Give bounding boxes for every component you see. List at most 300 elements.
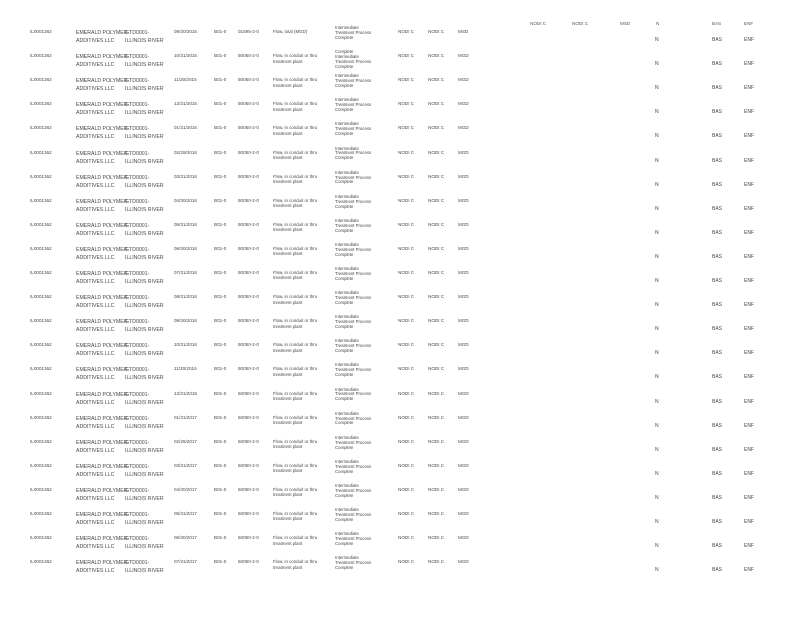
outfall-location-cell: GTD0001-ILLINOIS RIVER bbox=[125, 150, 164, 165]
value-1-cell: NODI C bbox=[398, 101, 415, 107]
outfall-location-cell: GTD0001-ILLINOIS RIVER bbox=[125, 367, 164, 382]
unit-cell: MGD bbox=[458, 270, 469, 275]
basis-cell: BAS bbox=[712, 543, 723, 550]
flag-n-cell: N bbox=[655, 494, 659, 501]
table-row bbox=[0, 555, 800, 583]
monitoring-date-cell: 05/31/2017 bbox=[174, 511, 197, 516]
value-2-cell: NODI C bbox=[428, 535, 445, 541]
permit-id-cell: IL0001362 bbox=[30, 221, 52, 227]
limit-code-cell: B01-0 bbox=[214, 414, 227, 420]
parameter-description-cell: Flow, in conduit or thru treatment plant bbox=[273, 535, 318, 546]
outfall-location-cell: GTD0001-ILLINOIS RIVER bbox=[125, 439, 164, 454]
header-col-c: MSD bbox=[620, 21, 631, 26]
treatment-category-cell: Intermediate Treatment Process Complete bbox=[335, 458, 372, 474]
unit-cell: MGD bbox=[458, 318, 469, 324]
monitoring-date-cell: 04/30/2017 bbox=[174, 486, 197, 492]
value-2-cell: NODI C bbox=[428, 366, 445, 372]
basis-cell: BAS bbox=[712, 350, 723, 357]
outfall-location-cell: GTD0001-ILLINOIS RIVER bbox=[125, 246, 164, 261]
unit-cell: MGD bbox=[458, 101, 469, 107]
value-1-cell: NODI C bbox=[398, 53, 415, 59]
basis-cell: BAS bbox=[712, 157, 723, 164]
outfall-location-cell: GTD0001-ILLINOIS RIVER bbox=[125, 102, 164, 117]
monitoring-date-cell: 06/30/2016 bbox=[174, 245, 197, 251]
value-2-cell: NODI C bbox=[428, 342, 445, 348]
unit-cell: MGD bbox=[458, 342, 469, 348]
facility-name-cell: EMERALD POLYMER ADDITIVES LLC bbox=[76, 560, 128, 575]
limit-code-cell: B01-0 bbox=[214, 342, 227, 348]
permit-id-cell: IL0001362 bbox=[30, 486, 52, 492]
unit-cell: MGD bbox=[458, 414, 469, 420]
parameter-code-cell: 50050-2-0 bbox=[238, 77, 259, 83]
value-1-cell: NODI C bbox=[398, 438, 415, 444]
treatment-category-cell: Intermediate Treatment Process Complete bbox=[335, 434, 372, 450]
flag-n-cell: N bbox=[655, 61, 659, 68]
treatment-category-cell: Intermediate Treatment Process Complete bbox=[335, 410, 372, 426]
enforcement-cell: ENF bbox=[744, 37, 754, 43]
value-1-cell: NODI C bbox=[398, 318, 415, 324]
limit-code-cell: B01-0 bbox=[214, 390, 227, 396]
basis-cell: BAS bbox=[712, 85, 723, 92]
value-2-cell: NODI C bbox=[428, 53, 445, 59]
monitoring-date-cell: 05/31/2016 bbox=[174, 221, 197, 227]
monitoring-date-cell: 09/30/2016 bbox=[174, 318, 197, 324]
value-2-cell: NODI C bbox=[428, 559, 445, 565]
unit-cell: MGD bbox=[458, 294, 469, 300]
parameter-description-cell: Flow, in conduit or thru treatment plant bbox=[273, 77, 318, 88]
flag-n-cell: N bbox=[655, 374, 659, 381]
parameter-code-cell: 01595-2-0 bbox=[238, 29, 259, 34]
parameter-description-cell: Flow, in conduit or thru treatment plant bbox=[273, 414, 318, 425]
parameter-description-cell: Flow, in conduit or thru treatment plant bbox=[273, 270, 318, 281]
limit-code-cell: B01-0 bbox=[214, 535, 227, 541]
treatment-category-cell: Intermediate Treatment Process Complete bbox=[335, 169, 372, 185]
flag-n-cell: N bbox=[655, 350, 659, 357]
flag-n-cell: N bbox=[655, 133, 659, 140]
table-row bbox=[0, 266, 800, 294]
basis-cell: BAS bbox=[712, 494, 723, 501]
value-2-cell: NODI C bbox=[428, 29, 445, 34]
unit-cell: MGD bbox=[458, 197, 469, 203]
enforcement-cell: ENF bbox=[744, 470, 754, 477]
outfall-location-cell: GTD0001-ILLINOIS RIVER bbox=[125, 343, 164, 358]
parameter-description-cell: Flow, in conduit or thru treatment plant bbox=[273, 125, 318, 136]
facility-name-cell: EMERALD POLYMER ADDITIVES LLC bbox=[76, 391, 128, 406]
parameter-description-cell: Flow, in conduit or thru treatment plant bbox=[273, 438, 318, 450]
parameter-description-cell: Flow, in conduit or thru treatment plant bbox=[273, 149, 318, 160]
permit-id-cell: IL0001362 bbox=[30, 77, 52, 83]
treatment-category-cell: Intermediate Treatment Process Complete bbox=[335, 531, 372, 546]
monitoring-date-cell: 01/31/2017 bbox=[174, 414, 197, 420]
parameter-description-cell: Flow, in conduit or thru treatment plant bbox=[273, 245, 318, 257]
outfall-location-cell: GTD0001-ILLINOIS RIVER bbox=[125, 54, 164, 69]
limit-code-cell: B01-0 bbox=[214, 366, 227, 372]
outfall-location-cell: GTD0001-ILLINOIS RIVER bbox=[125, 222, 164, 237]
basis-cell: BAS bbox=[712, 61, 723, 68]
header-col-enf: ENF bbox=[744, 21, 754, 26]
outfall-location-cell: GTD0001-ILLINOIS RIVER bbox=[125, 271, 164, 285]
unit-cell: MGD bbox=[458, 511, 469, 516]
value-2-cell: NODI C bbox=[428, 438, 445, 444]
flag-n-cell: N bbox=[655, 519, 659, 525]
flag-n-cell: N bbox=[655, 205, 659, 212]
parameter-description-cell: Flow, in conduit or thru treatment plant bbox=[273, 366, 318, 377]
value-2-cell: NODI C bbox=[428, 149, 445, 155]
monitoring-date-cell: 01/31/2016 bbox=[174, 125, 197, 131]
treatment-category-cell: Intermediate Treatment Process Complete bbox=[335, 73, 372, 88]
value-1-cell: NODI C bbox=[398, 342, 415, 348]
table-row bbox=[0, 386, 800, 415]
value-1-cell: NODI C bbox=[398, 511, 415, 516]
table-row bbox=[0, 314, 800, 342]
monitoring-date-cell: 11/30/2016 bbox=[174, 366, 197, 372]
value-2-cell: NODI C bbox=[428, 125, 445, 131]
permit-id-cell: IL0001362 bbox=[30, 511, 52, 516]
parameter-description-cell: Flow, in conduit or thru treatment plant bbox=[273, 173, 318, 184]
flag-n-cell: N bbox=[655, 181, 659, 188]
permit-id-cell: IL0001362 bbox=[30, 390, 52, 396]
facility-name-cell: EMERALD POLYMER ADDITIVES LLC bbox=[76, 222, 128, 237]
limit-code-cell: B01-0 bbox=[214, 125, 227, 131]
value-2-cell: NODI C bbox=[428, 511, 445, 516]
permit-id-cell: IL0001362 bbox=[30, 29, 52, 34]
basis-cell: BAS bbox=[712, 109, 723, 116]
header-col-bas: BAS bbox=[712, 21, 722, 26]
value-1-cell: NODI C bbox=[398, 149, 415, 155]
value-1-cell: NODI C bbox=[398, 390, 415, 396]
facility-name-cell: EMERALD POLYMER ADDITIVES LLC bbox=[76, 463, 128, 478]
limit-code-cell: B01-0 bbox=[214, 294, 227, 300]
unit-cell: MGD bbox=[458, 438, 469, 444]
value-2-cell: NODI C bbox=[428, 101, 445, 107]
value-2-cell: NODI C bbox=[428, 318, 445, 324]
unit-cell: MGD bbox=[458, 535, 469, 541]
value-1-cell: NODI C bbox=[398, 221, 415, 227]
basis-cell: BAS bbox=[712, 374, 723, 381]
enforcement-cell: ENF bbox=[744, 229, 754, 236]
basis-cell: BAS bbox=[712, 181, 723, 188]
parameter-code-cell: 50050-2-0 bbox=[238, 366, 259, 372]
basis-cell: BAS bbox=[712, 302, 723, 309]
enforcement-cell: ENF bbox=[744, 446, 754, 453]
limit-code-cell: B01-0 bbox=[214, 462, 227, 468]
treatment-category-cell: Intermediate Treatment Process Complete bbox=[335, 121, 372, 137]
table-row bbox=[0, 410, 800, 439]
limit-code-cell: B01-0 bbox=[214, 438, 227, 444]
permit-id-cell: IL0001362 bbox=[30, 101, 52, 107]
flag-n-cell: N bbox=[655, 422, 659, 429]
permit-id-cell: IL0001362 bbox=[30, 462, 52, 468]
monitoring-date-cell: 12/31/2015 bbox=[174, 101, 197, 107]
parameter-code-cell: 50050-2-0 bbox=[238, 511, 259, 516]
unit-cell: MGD bbox=[458, 221, 469, 227]
enforcement-cell: ENF bbox=[744, 326, 754, 333]
value-1-cell: NODI C bbox=[398, 366, 415, 372]
value-1-cell: NODI C bbox=[398, 29, 415, 34]
parameter-code-cell: 50050-2-0 bbox=[238, 535, 259, 541]
outfall-location-cell: GTD0001-ILLINOIS RIVER bbox=[125, 512, 164, 526]
basis-cell: BAS bbox=[712, 567, 723, 574]
limit-code-cell: B01-0 bbox=[214, 486, 227, 492]
basis-cell: BAS bbox=[712, 398, 723, 405]
table-row bbox=[0, 25, 800, 53]
value-2-cell: NODI C bbox=[428, 245, 445, 251]
parameter-code-cell: 50050-2-0 bbox=[238, 318, 259, 324]
permit-id-cell: IL0001362 bbox=[30, 197, 52, 203]
unit-cell: MGD bbox=[458, 486, 469, 492]
parameter-description-cell: Flow, in conduit or thru treatment plant bbox=[273, 462, 318, 474]
facility-name-cell: EMERALD POLYMER ADDITIVES LLC bbox=[76, 415, 128, 430]
flag-n-cell: N bbox=[655, 37, 659, 43]
unit-cell: MGD bbox=[458, 149, 469, 155]
parameter-code-cell: 50050-2-0 bbox=[238, 149, 259, 155]
parameter-description-cell: Flow, in conduit or thru treatment plant bbox=[273, 101, 318, 112]
facility-name-cell: EMERALD POLYMER ADDITIVES LLC bbox=[76, 512, 128, 526]
parameter-code-cell: 50050-2-0 bbox=[238, 221, 259, 227]
flag-n-cell: N bbox=[655, 157, 659, 164]
treatment-category-cell: Intermediate Treatment Process Complete bbox=[335, 314, 372, 329]
outfall-location-cell: GTD0001-ILLINOIS RIVER bbox=[125, 391, 164, 406]
permit-id-cell: IL0001362 bbox=[30, 173, 52, 179]
monitoring-date-cell: 07/31/2016 bbox=[174, 270, 197, 275]
parameter-description-cell: Flow, in conduit or thru treatment plant bbox=[273, 53, 318, 64]
value-2-cell: NODI C bbox=[428, 414, 445, 420]
basis-cell: BAS bbox=[712, 229, 723, 236]
parameter-description-cell: Flow, in conduit or thru treatment plant bbox=[273, 390, 318, 401]
parameter-description-cell: Flow, in conduit or thru treatment plant bbox=[273, 559, 318, 570]
monitoring-date-cell: 06/30/2017 bbox=[174, 535, 197, 541]
parameter-description-cell: Flow, total (MGD) bbox=[273, 29, 308, 34]
facility-name-cell: EMERALD POLYMER ADDITIVES LLC bbox=[76, 150, 128, 165]
value-1-cell: NODI C bbox=[398, 245, 415, 251]
basis-cell: BAS bbox=[712, 278, 723, 284]
basis-cell: BAS bbox=[712, 422, 723, 429]
table-row bbox=[0, 482, 800, 511]
parameter-code-cell: 50050-2-0 bbox=[238, 486, 259, 492]
unit-cell: MGD bbox=[458, 125, 469, 131]
table-row bbox=[0, 73, 800, 101]
enforcement-cell: ENF bbox=[744, 61, 754, 68]
basis-cell: BAS bbox=[712, 205, 723, 212]
basis-cell: BAS bbox=[712, 519, 723, 525]
value-1-cell: NODI C bbox=[398, 535, 415, 541]
limit-code-cell: B01-0 bbox=[214, 29, 227, 34]
parameter-description-cell: Flow, in conduit or thru treatment plant bbox=[273, 342, 318, 353]
enforcement-cell: ENF bbox=[744, 543, 754, 550]
limit-code-cell: B01-0 bbox=[214, 245, 227, 251]
limit-code-cell: B01-0 bbox=[214, 197, 227, 203]
outfall-location-cell: GTD0001-ILLINOIS RIVER bbox=[125, 78, 164, 93]
facility-name-cell: EMERALD POLYMER ADDITIVES LLC bbox=[76, 367, 128, 382]
flag-n-cell: N bbox=[655, 326, 659, 333]
flag-n-cell: N bbox=[655, 229, 659, 236]
outfall-location-cell: GTD0001-ILLINOIS RIVER bbox=[125, 126, 164, 141]
limit-code-cell: B01-0 bbox=[214, 173, 227, 179]
value-1-cell: NODI C bbox=[398, 270, 415, 275]
table-row bbox=[0, 338, 800, 366]
parameter-code-cell: 50050-2-0 bbox=[238, 294, 259, 300]
treatment-category-cell: Intermediate Treatment Process Complete bbox=[335, 507, 372, 522]
unit-cell: MGD bbox=[458, 559, 469, 565]
flag-n-cell: N bbox=[655, 109, 659, 116]
basis-cell: BAS bbox=[712, 133, 723, 140]
monitoring-date-cell: 02/29/2016 bbox=[174, 149, 197, 155]
unit-cell: MGD bbox=[458, 245, 469, 251]
enforcement-cell: ENF bbox=[744, 302, 754, 309]
table-row bbox=[0, 507, 800, 535]
permit-id-cell: IL0001362 bbox=[30, 270, 52, 275]
value-2-cell: NODI C bbox=[428, 77, 445, 83]
permit-id-cell: IL0001362 bbox=[30, 438, 52, 444]
limit-code-cell: B01-0 bbox=[214, 318, 227, 324]
parameter-description-cell: Flow, in conduit or thru treatment plant bbox=[273, 318, 318, 329]
enforcement-cell: ENF bbox=[744, 205, 754, 212]
permit-id-cell: IL0001362 bbox=[30, 294, 52, 300]
treatment-category-cell: Intermediate Treatment Process Complete bbox=[335, 145, 372, 161]
limit-code-cell: B01-0 bbox=[214, 221, 227, 227]
outfall-location-cell: GTD0001-ILLINOIS RIVER bbox=[125, 487, 164, 502]
value-2-cell: NODI C bbox=[428, 294, 445, 300]
monitoring-date-cell: 12/31/2016 bbox=[174, 390, 197, 396]
enforcement-cell: ENF bbox=[744, 567, 754, 574]
table-row bbox=[0, 97, 800, 125]
limit-code-cell: B01-0 bbox=[214, 101, 227, 107]
facility-name-cell: EMERALD POLYMER ADDITIVES LLC bbox=[76, 439, 128, 454]
value-1-cell: NODI C bbox=[398, 294, 415, 300]
unit-cell: MGD bbox=[458, 53, 469, 59]
parameter-code-cell: 50050-2-0 bbox=[238, 125, 259, 131]
treatment-category-cell: Intermediate Treatment Process Complete bbox=[335, 555, 372, 570]
monitoring-date-cell: 02/28/2017 bbox=[174, 438, 197, 444]
treatment-category-cell: Intermediate Treatment Process Complete bbox=[335, 266, 372, 281]
permit-id-cell: IL0001362 bbox=[30, 535, 52, 541]
parameter-description-cell: Flow, in conduit or thru treatment plant bbox=[273, 294, 318, 305]
unit-cell: MGD bbox=[458, 390, 469, 396]
treatment-category-cell: Intermediate Treatment Process Complete bbox=[335, 338, 372, 354]
permit-id-cell: IL0001362 bbox=[30, 366, 52, 372]
treatment-category-cell: Complete Intermediate Treatment Process Complete bbox=[335, 49, 372, 69]
monitoring-date-cell: 04/30/2016 bbox=[174, 197, 197, 203]
table-row bbox=[0, 169, 800, 198]
enforcement-cell: ENF bbox=[744, 109, 754, 116]
value-1-cell: NODI C bbox=[398, 77, 415, 83]
value-1-cell: NODI C bbox=[398, 414, 415, 420]
facility-name-cell: EMERALD POLYMER ADDITIVES LLC bbox=[76, 102, 128, 117]
unit-cell: MGD bbox=[458, 77, 469, 83]
monitoring-date-cell: 03/31/2016 bbox=[174, 173, 197, 179]
treatment-category-cell: Intermediate Treatment Process Complete bbox=[335, 193, 372, 209]
facility-name-cell: EMERALD POLYMER ADDITIVES LLC bbox=[76, 198, 128, 213]
facility-name-cell: EMERALD POLYMER ADDITIVES LLC bbox=[76, 295, 128, 310]
enforcement-cell: ENF bbox=[744, 85, 754, 92]
enforcement-cell: ENF bbox=[744, 422, 754, 429]
parameter-description-cell: Flow, in conduit or thru treatment plant bbox=[273, 221, 318, 233]
value-2-cell: NODI C bbox=[428, 486, 445, 492]
basis-cell: BAS bbox=[712, 446, 723, 453]
enforcement-cell: ENF bbox=[744, 157, 754, 164]
basis-cell: BAS bbox=[712, 37, 723, 43]
table-row bbox=[0, 458, 800, 487]
flag-n-cell: N bbox=[655, 470, 659, 477]
value-2-cell: NODI C bbox=[428, 221, 445, 227]
flag-n-cell: N bbox=[655, 302, 659, 309]
outfall-location-cell: GTD0001-ILLINOIS RIVER bbox=[125, 463, 164, 478]
enforcement-cell: ENF bbox=[744, 398, 754, 405]
header-col-a: NODI C bbox=[530, 21, 547, 26]
parameter-description-cell: Flow, in conduit or thru treatment plant bbox=[273, 511, 318, 522]
limit-code-cell: B01-0 bbox=[214, 53, 227, 59]
parameter-code-cell: 50050-2-0 bbox=[238, 197, 259, 203]
flag-n-cell: N bbox=[655, 446, 659, 453]
table-row bbox=[0, 121, 800, 149]
value-2-cell: NODI C bbox=[428, 390, 445, 396]
header-col-b: NODI C bbox=[572, 21, 589, 26]
outfall-location-cell: GTD0001-ILLINOIS RIVER bbox=[125, 174, 164, 189]
enforcement-cell: ENF bbox=[744, 133, 754, 140]
limit-code-cell: B01-0 bbox=[214, 149, 227, 155]
facility-name-cell: EMERALD POLYMER ADDITIVES LLC bbox=[76, 536, 128, 551]
treatment-category-cell: Intermediate Treatment Process Complete bbox=[335, 482, 372, 498]
parameter-description-cell: Flow, in conduit or thru treatment plant bbox=[273, 486, 318, 498]
flag-n-cell: N bbox=[655, 567, 659, 574]
facility-name-cell: EMERALD POLYMER ADDITIVES LLC bbox=[76, 126, 128, 141]
value-1-cell: NODI C bbox=[398, 486, 415, 492]
treatment-category-cell: Intermediate Treatment Process Complete bbox=[335, 25, 372, 40]
unit-cell: MGD bbox=[458, 173, 469, 179]
outfall-location-cell: GTD0001-ILLINOIS RIVER bbox=[125, 295, 164, 310]
unit-cell: MGD bbox=[458, 366, 469, 372]
permit-id-cell: IL0001362 bbox=[30, 245, 52, 251]
facility-name-cell: EMERALD POLYMER ADDITIVES LLC bbox=[76, 319, 128, 334]
enforcement-cell: ENF bbox=[744, 181, 754, 188]
parameter-code-cell: 50050-2-0 bbox=[238, 53, 259, 59]
permit-id-cell: IL0001362 bbox=[30, 318, 52, 324]
parameter-code-cell: 50050-2-0 bbox=[238, 270, 259, 275]
table-row bbox=[0, 290, 800, 318]
enforcement-cell: ENF bbox=[744, 278, 754, 284]
outfall-location-cell: GTD0001-ILLINOIS RIVER bbox=[125, 560, 164, 575]
value-2-cell: NODI C bbox=[428, 197, 445, 203]
parameter-code-cell: 50050-2-0 bbox=[238, 245, 259, 251]
limit-code-cell: B01-0 bbox=[214, 511, 227, 516]
value-1-cell: NODI C bbox=[398, 125, 415, 131]
outfall-location-cell: GTD0001-ILLINOIS RIVER bbox=[125, 319, 164, 334]
permit-id-cell: IL0001362 bbox=[30, 125, 52, 131]
permit-id-cell: IL0001362 bbox=[30, 414, 52, 420]
parameter-code-cell: 50050-2-0 bbox=[238, 414, 259, 420]
header-col-n: N bbox=[656, 21, 660, 26]
parameter-code-cell: 50050-2-0 bbox=[238, 559, 259, 565]
table-row bbox=[0, 49, 800, 77]
parameter-code-cell: 50050-2-0 bbox=[238, 390, 259, 396]
value-1-cell: NODI C bbox=[398, 462, 415, 468]
treatment-category-cell: Intermediate Treatment Process Complete bbox=[335, 290, 372, 305]
table-row bbox=[0, 217, 800, 246]
flag-n-cell: N bbox=[655, 85, 659, 92]
flag-n-cell: N bbox=[655, 398, 659, 405]
value-1-cell: NODI C bbox=[398, 173, 415, 179]
permit-id-cell: IL0001362 bbox=[30, 53, 52, 59]
table-row bbox=[0, 434, 800, 463]
monitoring-date-cell: 11/30/2015 bbox=[174, 77, 197, 83]
outfall-location-cell: GTD0001-ILLINOIS RIVER bbox=[125, 198, 164, 213]
unit-cell: MGD bbox=[458, 462, 469, 468]
parameter-description-cell: Flow, in conduit or thru treatment plant bbox=[273, 197, 318, 209]
table-row bbox=[0, 145, 800, 174]
facility-name-cell: EMERALD POLYMER ADDITIVES LLC bbox=[76, 78, 128, 93]
monitoring-date-cell: 08/31/2016 bbox=[174, 294, 197, 300]
monitoring-date-cell: 07/31/2017 bbox=[174, 559, 197, 565]
